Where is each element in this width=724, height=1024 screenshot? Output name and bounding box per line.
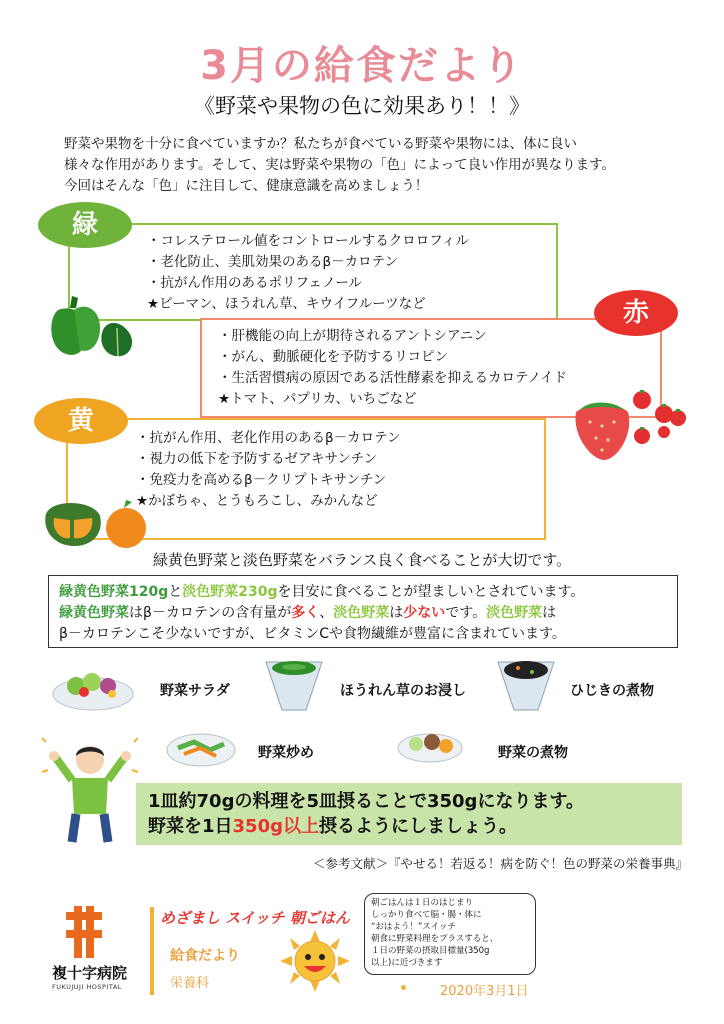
callout-line: 1皿約70gの料理を5皿摂ることで350gになります。 (148, 791, 584, 812)
stir-fry-icon (164, 724, 238, 770)
bubble-line: 以上)に近づきます (371, 958, 443, 968)
intake-guide-box (48, 575, 678, 648)
guide-line: 緑黄色野菜120gと淡色野菜230gを目安に食べることが望ましいとされています。 (59, 584, 585, 600)
red-label: 赤 (594, 290, 678, 336)
intro-paragraph (64, 134, 684, 197)
yellow-benefits-list (136, 428, 400, 512)
dish-label: ひじきの煮物 (570, 683, 654, 699)
green-benefits-list (147, 231, 469, 315)
bubble-line: “おはよう！”スイッチ (371, 922, 456, 932)
footer-dot (401, 985, 406, 990)
page-title: 3月の給食だより (200, 43, 524, 89)
speech-bubble (364, 893, 536, 975)
list-item: ★ピーマン、ほうれん草、キウイフルーツなど (147, 296, 426, 312)
list-item: ・肝機能の向上が期待されるアントシアニン (218, 328, 487, 344)
footer-accent-bar (150, 907, 154, 995)
bubble-line: しっかり食べて脳・腸・体に (371, 910, 482, 920)
red-benefits-list (218, 326, 567, 410)
daily-goal-callout (136, 783, 682, 845)
green-pepper-icon (44, 288, 148, 362)
nimono-icon (394, 724, 466, 768)
tomato-icon (633, 391, 686, 444)
guide-line: 緑黄色野菜はβ－カロテンの含有量が多く、淡色野菜は少ないです。淡色野菜は (59, 605, 557, 621)
intro-line: 野菜や果物を十分に食べていますか？私たちが食べている野菜や果物には、体に良い (64, 136, 577, 152)
guide-line: β－カロテンこそ少ないですが、ビタミンCや食物繊維が豊富に含まれています。 (59, 626, 566, 642)
intro-line: 様々な作用があります。そして、実は野菜や果物の「色」によって良い作用が異なります。 (64, 157, 616, 173)
list-item: ・老化防止、美肌効果のあるβ－カロテン (147, 254, 398, 270)
list-item: ・コレステロール値をコントロールするクロロフィル (147, 233, 469, 249)
issue-date: 2020年3月1日 (440, 984, 529, 999)
bubble-line: 朝食に野菜料理をプラスすると、 (371, 934, 499, 944)
list-item: ★トマト、パプリカ、いちごなど (218, 391, 417, 407)
hospital-name-en: FUKUJUJI HOSPITAL (52, 983, 122, 991)
dish-label: 野菜の煮物 (498, 745, 568, 761)
page-subtitle: 《野菜や果物の色に効果あり！！》 (194, 94, 530, 118)
pumpkin-icon (40, 490, 150, 550)
list-item: ・視力の低下を予防するゼアキサンチン (136, 451, 378, 467)
list-item: ・がん、動脈硬化を予防するリコピン (218, 349, 449, 365)
salad-bowl-icon (50, 664, 136, 714)
callout-line: 野菜を1日350g以上摂るようにしましょう。 (148, 816, 517, 837)
sun-mascot-icon (280, 930, 350, 992)
ohitashi-icon (262, 654, 326, 714)
reference-note: ＜参考文献＞『やせる！若返る！病を防ぐ！色の野菜の栄養事典』 (312, 856, 688, 871)
list-item: ★かぼちゃ、とうもろこし、みかんなど (136, 493, 378, 509)
mandarin-icon (106, 508, 146, 548)
strawberry-icon (568, 386, 688, 466)
yellow-label: 黄 (34, 398, 128, 444)
department-label: 栄養科 (170, 976, 210, 991)
intro-line: 今回はそんな「色」に注目して、健康意識を高めましょう！ (64, 178, 429, 194)
dish-label: 野菜炒め (258, 745, 314, 761)
newsletter-label: 給食だより (170, 948, 240, 964)
list-item: ・免疫力を高めるβ－クリプトキサンチン (136, 472, 387, 488)
hijiki-icon (494, 654, 558, 714)
dish-label: 野菜サラダ (160, 683, 230, 699)
campaign-title: めざまし スイッチ 朝ごはん (160, 909, 350, 927)
green-label: 緑 (38, 202, 132, 248)
bubble-line: 朝ごはんは１日のはじまり (371, 898, 474, 908)
list-item: ・生活習慣病の原因である活性酵素を抑えるカロテノイド (218, 370, 567, 386)
bubble-line: １日の野菜の摂取目標量(350g (371, 946, 490, 956)
dish-label: ほうれん草のお浸し (340, 683, 466, 699)
list-item: ・抗がん作用のあるポリフェノール (147, 275, 362, 291)
balance-message: 緑黄色野菜と淡色野菜をバランス良く食べることが大切です。 (152, 551, 572, 569)
hospital-name: 複十字病院 (52, 964, 128, 982)
hospital-logo-icon (66, 906, 102, 958)
cheering-boy-icon (42, 736, 138, 848)
list-item: ・抗がん作用、老化作用のあるβ－カロテン (136, 430, 401, 446)
